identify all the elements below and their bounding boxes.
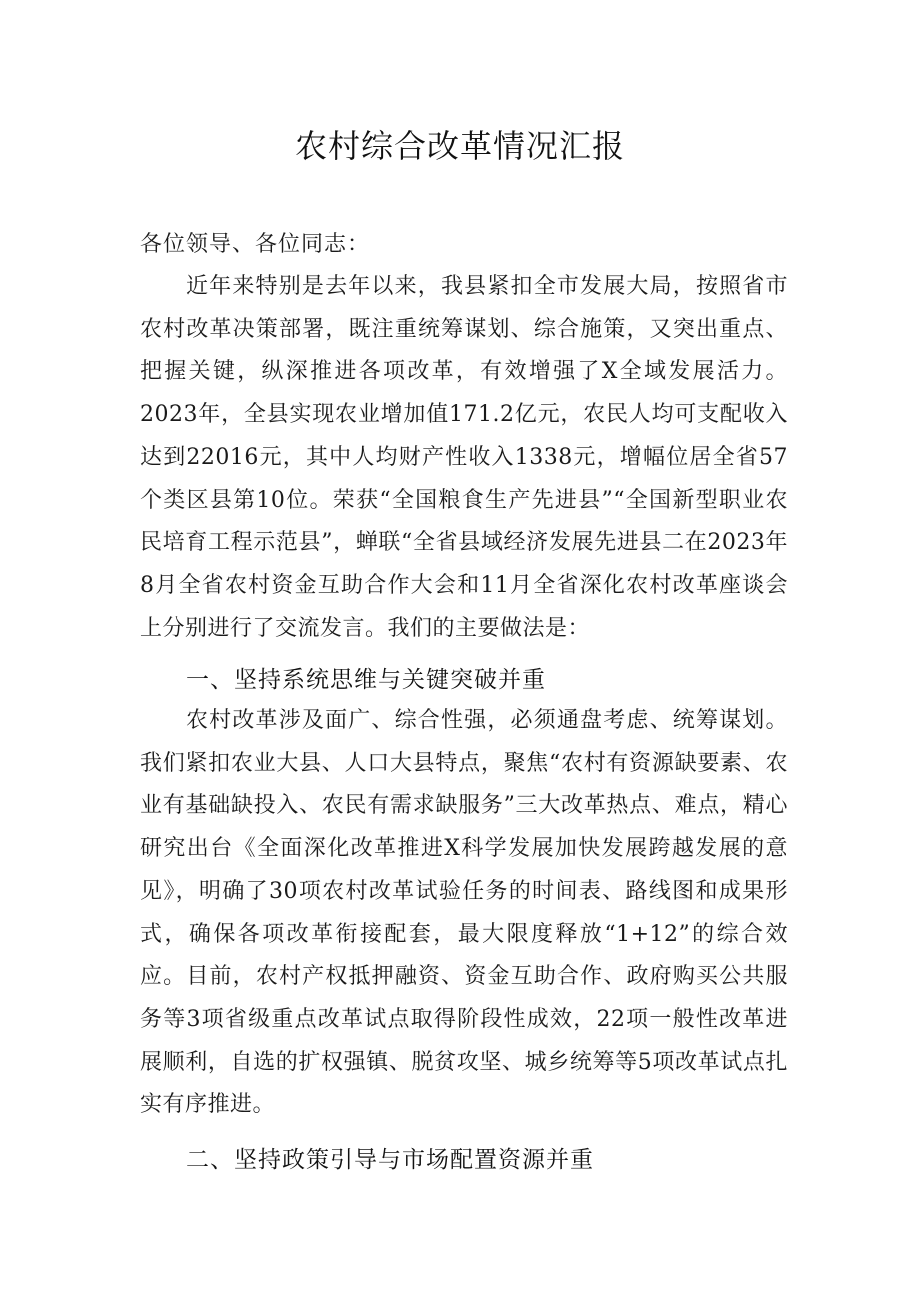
section-heading-2: 二、坚持政策引导与市场配置资源并重 (186, 1147, 594, 1173)
document-title: 农村综合改革情况汇报 (294, 127, 625, 165)
section-heading-1: 一、坚持系统思维与关键突破并重 (186, 667, 546, 693)
intro-paragraph: 近年来特别是去年以来，我县紧扣全市发展大局，按照省市农村改革决策部署，既注重统筹谋划、综合施策，又突出重点、把握关键，纵深推进各项改革，有效增强了X全域发展活力。2023年，全县实现农业增加值171.2亿元，农民人均可支配收入达到22016元，其中人均财产性收入1338元，增幅位居全省57个类区县第10位。荣获“全国粮食生产先进县”“全国新型职业农民培育工程示范县”，蝉联“全省县域经济发展先进县二在2023年8月全省农村资金互助合作大会和11月全省深化农村改革座谈会上分别进行了交流发言。我们的主要做法是： (140, 274, 788, 641)
salutation: 各位领导、各位同志： (140, 232, 371, 257)
section-1-paragraph: 农村改革涉及面广、综合性强，必须通盘考虑、统筹谋划。我们紧扣农业大县、人口大县特点，聚焦“农村有资源缺要素、农业有基础缺投入、农民有需求缺服务”三大改革热点、难点，精心研究出台《全面深化改革推进X科学发展加快发展跨越发展的意见》，明确了30项农村改革试验任务的时间表、路线图和成果形式，确保各项改革衔接配套，最大限度释放“1+12”的综合效应。目前，农村产权抵押融资、资金互助合作、政府购买公共服务等3项省级重点改革试点取得阶段性成效，22项一般性改革进展顺利，自选的扩权强镇、脱贫攻坚、城乡统筹等5项改革试点扎实有序推进。 (140, 708, 788, 1118)
